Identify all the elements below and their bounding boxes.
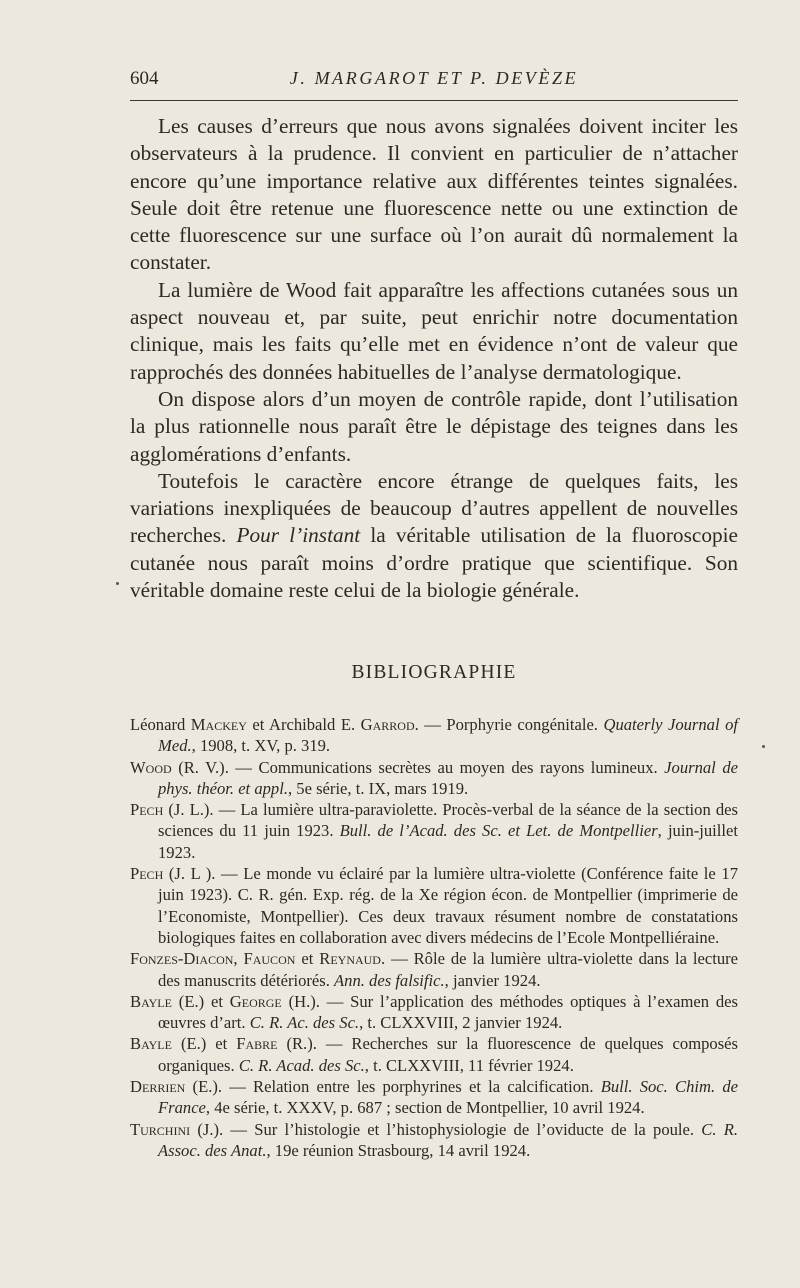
bib-entry: Derrien (E.). — Relation entre les porphyrines et la calcification. Bull. Soc. Chim. de France, 4e série, t. XXXV, p. 687 ; section de Montpellier, 10 avril 1924. — [130, 1077, 738, 1118]
paragraph-3: On dispose alors d’un moyen de contrôle rapide, dont l’utilisation la plus rationnelle nous paraît être le dépistage des teignes dans les agglomérations d’enfants. — [130, 386, 738, 466]
running-head: J. MARGAROT ET P. DEVÈZE — [289, 68, 579, 88]
bib-entry: Pech (J. L ). — Le monde vu éclairé par la lumière ultra-violette (Conférence faite le 17 juin 1923). C. R. gén. Exp. rég. de la Xe région écon. de Montpellier (imprimerie de l’Economiste, Montpellier). Ces deux travaux résument nombre de constatations biologiques faites en collaboration avec divers médecins de l’Ecole Montpelliéraine. — [130, 864, 738, 947]
page-number: 604 — [130, 68, 159, 89]
bib-entry: Pech (J. L.). — La lumière ultra-paraviolette. Procès-verbal de la séance de la section des sciences du 11 juin 1923. Bull. de l’Acad. des Sc. et Let. de Montpellier, juin-juillet 1923. — [130, 800, 738, 862]
bib-entry: Bayle (E.) et Fabre (R.). — Recherches sur la fluorescence de quelques composés organiques. C. R. Acad. des Sc., t. CLXXVIII, 11 février 1924. — [130, 1034, 738, 1075]
bib-entry: Bayle (E.) et George (H.). — Sur l’application des méthodes optiques à l’examen des œuvres d’art. C. R. Ac. des Sc., t. CLXXVIII, 2 janvier 1924. — [130, 991, 738, 1033]
paragraph-4-end: la véritable utilisation de la fluoroscopie cutanée nous paraît moins d’ordre pratique que scientifique. Son véritable domaine reste celui de la biologie générale. — [130, 523, 738, 603]
bib-entry: Wood (R. V.). — Communications secrètes au moyen des rayons lumineux. Journal de phys. théor. et appl., 5e série, t. IX, mars 1919. — [130, 757, 738, 798]
margin-dot-mark — [116, 582, 119, 585]
bib-entry: Léonard Mackey et Archibald E. Garrod. — Porphyrie congénitale. Quaterly Journal of Med., 1908, t. XV, p. 319. — [130, 715, 738, 756]
bibliography-heading: BIBLIOGRAPHIE — [351, 662, 517, 683]
paragraph-2: La lumière de Wood fait apparaître les affections cutanées sous un aspect nouveau et, par suite, peut enrichir notre documentation clinique, mais les faits qu’elle met en évidence n’ont de valeur que rapprochés des données habituelles de l’analyse dermatologique. — [130, 277, 738, 384]
page-header — [130, 68, 738, 94]
paragraph-4-start: Toutefois le caractère encore étrange de quelques faits, les variations inexpliquées de beaucoup d’autres appellent de nouvelles recherches. — [130, 468, 738, 548]
margin-dot-mark — [762, 745, 765, 748]
header-rule — [130, 100, 738, 101]
paragraph-4-italic: Pour l’instant — [236, 523, 361, 548]
paragraph-1: Les causes d’erreurs que nous avons signalées doivent inciter les observateurs à la prudence. Il convient en particulier de n’attacher encore qu’une importance relative aux différentes teintes signalées. Seule doit être retenue une fluorescence nette ou une extinction de cette fluorescence sur une surface où l’on aurait dû normalement la constater. — [130, 114, 738, 275]
bibliography-list — [130, 714, 738, 1161]
body-text — [130, 113, 738, 604]
paragraph-4 — [130, 468, 738, 604]
bib-entry: Turchini (J.). — Sur l’histologie et l’histophysiologie de l’oviducte de la poule. C. R. Assoc. des Anat., 19e réunion Strasbourg, 14 avril 1924. — [130, 1119, 738, 1160]
bib-entry: Fonzes-Diacon, Faucon et Reynaud. — Rôle de la lumière ultra-violette dans la lecture des manuscrits détériorés. Ann. des falsific., janvier 1924. — [130, 949, 739, 990]
